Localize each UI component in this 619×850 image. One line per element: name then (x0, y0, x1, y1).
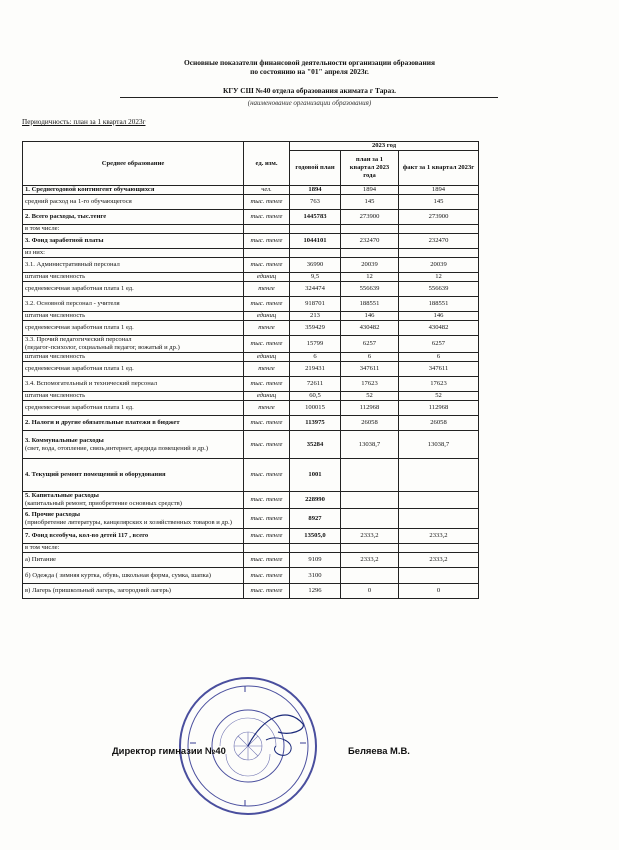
row-value-v2: 1894 (341, 186, 399, 195)
row-label-main: 2. Налоги и другие обязательные платежи в бюджет (25, 419, 180, 426)
row-value-v2: 2333,2 (341, 529, 399, 544)
row-label-main: б) Одежда ( зимняя куртка, обувь, школьная форма, сумка, шапка) (25, 571, 211, 579)
row-label-main: средний расход на 1-го обучающегося (25, 198, 132, 205)
row-unit: тенге (244, 362, 290, 377)
row-label (23, 492, 244, 509)
row-value-v3: 13038,7 (399, 431, 479, 459)
header-fact-q1: факт за 1 квартал 2023г (399, 151, 479, 186)
row-label (23, 459, 244, 492)
row-value-v1: 359429 (290, 321, 341, 336)
header-year: 2023 год (290, 142, 479, 151)
row-label-main: в) Лагерь (пришкольный лагерь, загородний лагерь) (25, 587, 171, 594)
row-value-v3: 556639 (399, 282, 479, 297)
row-value-v1: 918701 (290, 297, 341, 312)
row-value-v1: 36990 (290, 258, 341, 273)
table-row (23, 249, 479, 258)
row-label-main: штатная численность (25, 273, 86, 280)
row-label-main: 3.2. Основной персонал - учителя (25, 300, 120, 307)
row-label-main: 3. Фонд заработной платы (25, 237, 104, 244)
table-row (23, 210, 479, 225)
row-value-v3: 146 (399, 312, 479, 321)
row-unit: тенге (244, 321, 290, 336)
table-row (23, 459, 479, 492)
row-value-v3: 6257 (399, 336, 479, 353)
row-label-main: 6. Прочие расходы (25, 510, 81, 518)
row-value-v2: 273900 (341, 210, 399, 225)
row-value-v1: 763 (290, 195, 341, 210)
header-plan-q1: план за 1 квартал 2023 года (341, 151, 399, 186)
row-value-v1: 15799 (290, 336, 341, 353)
row-label (23, 353, 244, 362)
row-unit: тыс. тенге (244, 297, 290, 312)
row-label-main: штатная численность (25, 392, 86, 399)
table-row (23, 416, 479, 431)
row-value-v2: 13038,7 (341, 431, 399, 459)
table-row (23, 186, 479, 195)
table-row (23, 234, 479, 249)
row-label (23, 273, 244, 282)
row-value-v3: 20039 (399, 258, 479, 273)
row-value-v2: 12 (341, 273, 399, 282)
row-unit: тыс. тенге (244, 584, 290, 599)
row-value-v1 (290, 544, 341, 553)
row-value-v2 (341, 459, 399, 492)
row-value-v3: 52 (399, 392, 479, 401)
table-row (23, 258, 479, 273)
table-row (23, 362, 479, 377)
row-label-main: среднемесячная заработная плата 1 ед. (25, 324, 134, 331)
row-value-v2: 6 (341, 353, 399, 362)
row-value-v3 (399, 492, 479, 509)
row-value-v3: 26058 (399, 416, 479, 431)
row-value-v3: 232470 (399, 234, 479, 249)
row-unit: тыс. тенге (244, 377, 290, 392)
row-label-detail: (педагог-психолог, социальный педагог, вожатый и др.) (25, 344, 180, 351)
row-value-v1: 60,5 (290, 392, 341, 401)
row-value-v2 (341, 492, 399, 509)
row-unit: тыс. тенге (244, 529, 290, 544)
row-label-main: в том числе: (25, 225, 60, 232)
row-label (23, 529, 244, 544)
row-label (23, 362, 244, 377)
header-name: Среднее образование (23, 142, 244, 186)
row-value-v1: 72611 (290, 377, 341, 392)
row-label (23, 401, 244, 416)
row-value-v2 (341, 544, 399, 553)
table-row (23, 392, 479, 401)
row-value-v3: 188551 (399, 297, 479, 312)
row-value-v2: 232470 (341, 234, 399, 249)
table-row (23, 553, 479, 568)
row-value-v3 (399, 544, 479, 553)
row-value-v3: 0 (399, 584, 479, 599)
row-label-main: в том числе: (25, 544, 60, 551)
row-label-main: среднемесячная заработная плата 1 ед. (25, 404, 134, 411)
row-value-v1: 8927 (290, 509, 341, 529)
row-value-v3: 1894 (399, 186, 479, 195)
row-label (23, 195, 244, 210)
row-value-v1: 1044101 (290, 234, 341, 249)
row-label-main: 3.4. Вспомогательный и технический персонал (25, 380, 158, 387)
row-label-main: среднемесячная заработная плата 1 ед. (25, 285, 134, 292)
row-unit (244, 544, 290, 553)
row-value-v2: 430482 (341, 321, 399, 336)
row-unit: тыс. тенге (244, 568, 290, 584)
row-label (23, 584, 244, 599)
table-row (23, 492, 479, 509)
row-label (23, 336, 244, 353)
row-value-v1: 1001 (290, 459, 341, 492)
row-label (23, 282, 244, 297)
row-value-v2: 2333,2 (341, 553, 399, 568)
row-unit (244, 225, 290, 234)
row-value-v2 (341, 568, 399, 584)
table-row (23, 225, 479, 234)
table-row (23, 353, 479, 362)
row-unit: тыс. тенге (244, 234, 290, 249)
row-unit: тыс. тенге (244, 336, 290, 353)
director-name: Беляева М.В. (348, 745, 410, 756)
row-label (23, 234, 244, 249)
row-value-v1: 9109 (290, 553, 341, 568)
row-label-main: 5. Капитальные расходы (25, 492, 99, 499)
row-label (23, 225, 244, 234)
row-label-main: среднемесячная заработная плата 1 ед. (25, 365, 134, 372)
row-unit: тыс. тенге (244, 492, 290, 509)
row-label (23, 321, 244, 336)
row-value-v3 (399, 249, 479, 258)
table-row (23, 282, 479, 297)
row-label (23, 392, 244, 401)
row-unit: тыс. тенге (244, 509, 290, 529)
row-value-v1: 219431 (290, 362, 341, 377)
row-unit: чел. (244, 186, 290, 195)
row-value-v3 (399, 568, 479, 584)
row-label (23, 431, 244, 459)
row-value-v1: 324474 (290, 282, 341, 297)
row-label (23, 249, 244, 258)
table-row (23, 509, 479, 529)
table-row (23, 297, 479, 312)
row-unit: тыс. тенге (244, 416, 290, 431)
row-unit (244, 249, 290, 258)
table-row (23, 431, 479, 459)
row-value-v1: 213 (290, 312, 341, 321)
table-row (23, 544, 479, 553)
row-value-v1 (290, 225, 341, 234)
row-value-v2: 17623 (341, 377, 399, 392)
row-value-v2: 26058 (341, 416, 399, 431)
row-value-v1: 113975 (290, 416, 341, 431)
table-row (23, 195, 479, 210)
row-value-v1: 13505,0 (290, 529, 341, 544)
row-unit: тыс. тенге (244, 459, 290, 492)
row-value-v1: 1296 (290, 584, 341, 599)
row-label (23, 186, 244, 195)
row-unit: тенге (244, 401, 290, 416)
row-value-v2: 0 (341, 584, 399, 599)
row-value-v3: 2333,2 (399, 553, 479, 568)
row-value-v2: 6257 (341, 336, 399, 353)
row-unit: тыс. тенге (244, 258, 290, 273)
row-value-v1: 1445783 (290, 210, 341, 225)
row-label-main: штатная численность (25, 353, 86, 360)
row-label-main: 7. Фонд всеобуча, кол-во детей 117 , всего (25, 532, 149, 539)
row-label-main: 1. Среднегодовой контингент обучающихся (25, 186, 155, 193)
organization-underline (120, 97, 498, 98)
row-value-v3: 273900 (399, 210, 479, 225)
table-row (23, 336, 479, 353)
row-value-v1: 9,5 (290, 273, 341, 282)
row-label (23, 553, 244, 568)
row-value-v3: 17623 (399, 377, 479, 392)
row-value-v3: 112968 (399, 401, 479, 416)
row-label (23, 258, 244, 273)
row-value-v3: 12 (399, 273, 479, 282)
row-value-v1: 3100 (290, 568, 341, 584)
row-unit: тыс. тенге (244, 210, 290, 225)
row-value-v1: 35284 (290, 431, 341, 459)
row-label-main: 3.1. Административный персонал (25, 261, 120, 268)
row-value-v1 (290, 249, 341, 258)
row-label-detail: (капитальный ремонт, приобретение основных средств) (25, 500, 182, 507)
row-value-v2 (341, 249, 399, 258)
row-unit: единиц (244, 392, 290, 401)
doc-title-line2: по состоянию на "01" апреля 2023г. (250, 67, 369, 76)
row-value-v2: 146 (341, 312, 399, 321)
organization-note: (наименование организации образования) (247, 99, 372, 107)
director-title: Директор гимназии №40 (112, 745, 226, 756)
row-value-v2: 52 (341, 392, 399, 401)
table-row (23, 568, 479, 584)
row-label (23, 210, 244, 225)
row-unit: единиц (244, 273, 290, 282)
row-value-v2: 556639 (341, 282, 399, 297)
row-label (23, 377, 244, 392)
row-unit: тенге (244, 282, 290, 297)
row-value-v2: 145 (341, 195, 399, 210)
doc-title-line1: Основные показатели финансовой деятельности организации образования (184, 58, 435, 67)
row-value-v3 (399, 459, 479, 492)
row-label-main: штатная численность (25, 312, 86, 319)
row-unit: единиц (244, 312, 290, 321)
table-row (23, 273, 479, 282)
table-row (23, 529, 479, 544)
row-value-v3: 6 (399, 353, 479, 362)
row-value-v3 (399, 225, 479, 234)
header-unit: ед. изм. (244, 142, 290, 186)
row-value-v2: 112968 (341, 401, 399, 416)
row-label (23, 568, 244, 584)
table-row (23, 321, 479, 336)
periodicity: Периодичность: план за 1 квартал 2023г (22, 118, 146, 126)
row-label-main: 2. Всего расходы, тыс.тенге (25, 213, 107, 220)
row-label (23, 312, 244, 321)
row-unit: тыс. тенге (244, 195, 290, 210)
row-value-v1: 6 (290, 353, 341, 362)
row-label-main: 3. Коммунальные расходы (25, 436, 104, 444)
row-label (23, 416, 244, 431)
row-value-v2 (341, 225, 399, 234)
row-label (23, 297, 244, 312)
row-unit: тыс. тенге (244, 431, 290, 459)
row-label-main: из них: (25, 249, 45, 256)
row-value-v3: 347611 (399, 362, 479, 377)
row-label (23, 544, 244, 553)
row-value-v2: 347611 (341, 362, 399, 377)
row-value-v3: 145 (399, 195, 479, 210)
row-label-detail: (приобретение литературы, канцелярских и хозяйственных товаров и др.) (25, 518, 232, 526)
row-value-v1: 100015 (290, 401, 341, 416)
finance-table (22, 141, 479, 599)
row-value-v2: 20039 (341, 258, 399, 273)
row-value-v3: 430482 (399, 321, 479, 336)
row-value-v2: 188551 (341, 297, 399, 312)
row-value-v1: 1894 (290, 186, 341, 195)
table-row (23, 312, 479, 321)
row-value-v1: 228990 (290, 492, 341, 509)
row-value-v3 (399, 509, 479, 529)
row-label-main: 4. Текущий ремонт помещений и оборудования (25, 471, 166, 478)
row-label-main: 3.3. Прочий педагогический персонал (25, 336, 132, 343)
row-unit: тыс. тенге (244, 553, 290, 568)
organization-name: КГУ СШ №40 отдела образования акимата г Тараз. (222, 86, 397, 95)
row-value-v2 (341, 509, 399, 529)
table-row (23, 377, 479, 392)
table-row (23, 584, 479, 599)
table-row (23, 401, 479, 416)
row-label-main: а) Питание (25, 556, 56, 563)
row-label (23, 509, 244, 529)
row-value-v3: 2333,2 (399, 529, 479, 544)
row-unit: единиц (244, 353, 290, 362)
row-label-detail: (свет, вода, отопление, связь,интернет, аредида помещений и др.) (25, 444, 209, 452)
header-annual: годовой план (290, 151, 341, 186)
